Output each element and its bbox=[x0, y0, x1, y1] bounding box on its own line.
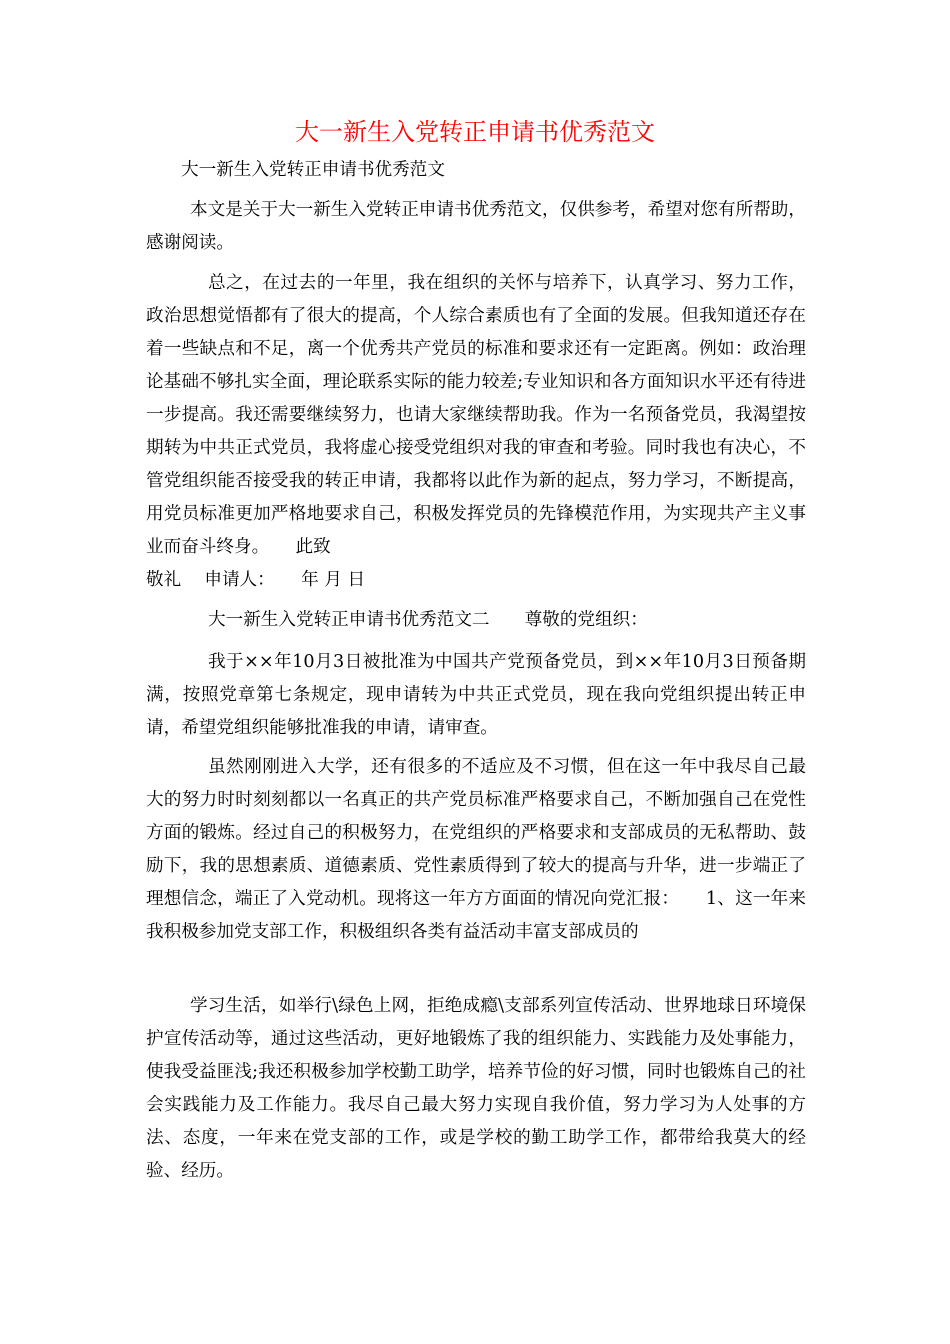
application-paragraph: 我于××年10月3日被批准为中国共产党预备党员，到××年10月3日预备期满，按照党章第七条规定，现申请转为中共正式党员，现在我向党组织提出转正申请，希望党组织能够批准我的申请，请审查。 bbox=[146, 652, 806, 738]
closing-line: 敬礼 申请人： 年 月 日 bbox=[146, 570, 366, 590]
document-title: 大一新生入党转正申请书优秀范文 bbox=[295, 118, 655, 146]
summary-paragraph: 总之，在过去的一年里，我在组织的关怀与培养下，认真学习、努力工作，政治思想觉悟都有了很大的提高，个人综合素质也有了全面的发展。但我知道还存在着一些缺点和不足，离一个优秀共产党员的标准和要求还有一定距离。例如：政治理论基础不够扎实全面，理论联系实际的能力较差;专业知识和各方面知识水平还有待进一步提高。我还需要继续努力，也请大家继续帮助我。作为一名预备党员，我渴望按期转为中共正式党员，我将虚心接受党组织对我的审查和考验。同时我也有决心，不管党组织能否接受我的转正申请，我都将以此作为新的起点，努力学习，不断提高，用党员标准更加严格地要求自己，积极发挥党员的先锋模范作用，为实现共产主义事业而奋斗终身。 此致 bbox=[146, 273, 806, 557]
intro-paragraph: 本文是关于大一新生入党转正申请书优秀范文，仅供参考，希望对您有所帮助，感谢阅读。 bbox=[146, 200, 806, 253]
document-subtitle: 大一新生入党转正申请书优秀范文 bbox=[181, 160, 445, 180]
report-paragraph: 虽然刚刚进入大学，还有很多的不适应及不习惯，但在这一年中我尽自己最大的努力时时刻刻都以一名真正的共产党员标准严格要求自己，不断加强自己在党性方面的锻炼。经过自己的积极努力，在党组织的严格要求和支部成员的无私帮助、鼓励下，我的思想素质、道德素质、党性素质得到了较大的提高与升华，进一步端正了理想信念，端正了入党动机。现将这一年方方面面的情况向党汇报： 1、这一年来我积极参加党支部工作，积极组织各类有益活动丰富支部成员的 bbox=[146, 757, 806, 942]
section-two-heading: 大一新生入党转正申请书优秀范文二 尊敬的党组织： bbox=[208, 610, 648, 630]
activities-paragraph: 学习生活，如举行\绿色上网，拒绝成瘾\支部系列宣传活动、世界地球日环境保护宣传活动等，通过这些活动，更好地锻炼了我的组织能力、实践能力及处事能力，使我受益匪浅;我还积极参加学校勤工助学，培养节俭的好习惯，同时也锻炼自己的社会实践能力及工作能力。我尽自己最大努力实现自我价值，努力学习为人处事的方法、态度，一年来在党支部的工作，或是学校的勤工助学工作，都带给我莫大的经验、经历。 bbox=[146, 996, 806, 1181]
